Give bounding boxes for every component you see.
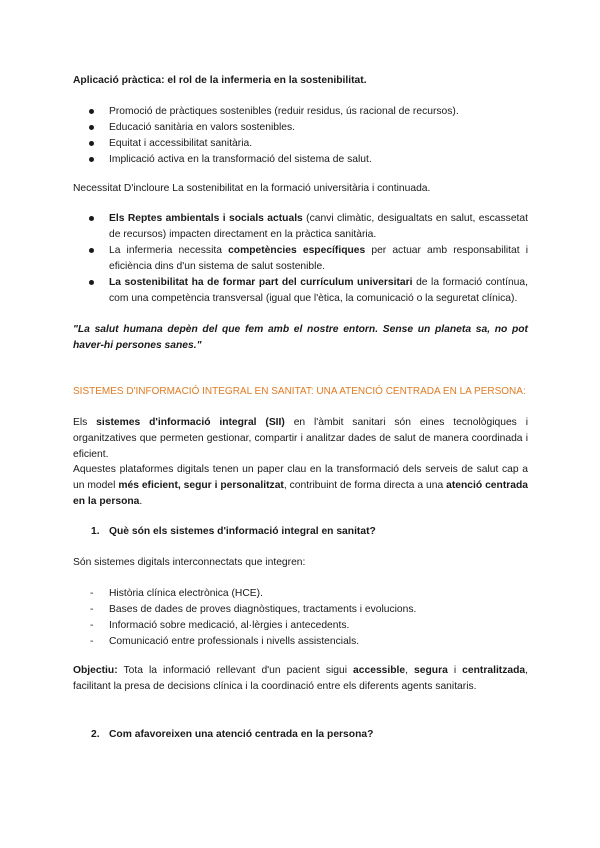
- question-2: [73, 727, 600, 743]
- question-number: 2.: [91, 729, 100, 740]
- section-heading: SISTEMES D'INFORMACIÓ INTEGRAL EN SANITAT: UNA ATENCIÓ CENTRADA EN LA PERSONA:: [73, 386, 526, 397]
- question-text: Què són els sistemes d'informació integral en sanitat?: [109, 526, 376, 537]
- curriculum-bullet-list: [73, 211, 528, 307]
- list-item: - Comunicació entre professionals i nivells assistencials.: [73, 634, 528, 650]
- bold-text: competències específiques: [228, 245, 366, 256]
- text: , facilitant la presa de decisions clínica i la coordinació entre els diferents agents sanitaris.: [73, 665, 528, 692]
- list-item: - Informació sobre medicació, al·lèrgies i antecedents.: [73, 618, 528, 634]
- necessity-paragraph: Necessitat D'incloure La sostenibilitat en la formació universitària i continuada.: [73, 183, 431, 194]
- practice-bullet-list: [73, 104, 528, 168]
- section-title: Aplicació pràctica: el rol de la infermeria en la sostenibilitat.: [73, 75, 367, 86]
- text: per actuar amb responsabilitat i eficiència dins d'un sistema de salut sostenible.: [109, 245, 528, 272]
- bold-text: atenció centrada en la persona: [73, 480, 528, 507]
- bold-text: accessible: [353, 665, 406, 676]
- integration-dash-list: [73, 586, 528, 650]
- list-item: - Història clínica electrònica (HCE).: [73, 586, 528, 602]
- bold-text: segura: [414, 665, 448, 676]
- bold-text: més eficient, segur i personalitzat: [118, 480, 284, 491]
- question-number: 1.: [91, 526, 100, 537]
- list-item: [73, 275, 528, 307]
- list-item: [73, 211, 528, 243]
- objective-paragraph: [73, 663, 528, 695]
- list-item: Implicació activa en la transformació del sistema de salut.: [73, 152, 528, 168]
- text: (canvi climàtic, desigualtats en salut, escassetat de recursos) impacten directament en la pràctica sanitària.: [109, 213, 528, 240]
- text: de la formació contínua, com una competència transversal (igual que l'ètica, la comunicació o la seguretat clínica).: [109, 277, 528, 304]
- text: Tota la informació rellevant d'un pacient sigui: [117, 665, 354, 676]
- list-item: Educació sanitària en valors sostenibles.: [73, 120, 528, 136]
- question-1: [73, 524, 600, 540]
- text: ,: [405, 665, 415, 676]
- text: en l'àmbit sanitari són eines tecnològiques i organitzatives que permeten gestionar, compartir i analitzar dades de salut de manera coordinada i eficient.: [73, 417, 528, 460]
- bold-text: Els Reptes ambientals i socials actuals: [109, 213, 303, 224]
- list-item: - Bases de dades de proves diagnòstiques, tractaments i evolucions.: [73, 602, 528, 618]
- quote: "La salut humana depèn del que fem amb el nostre entorn. Sense un planeta sa, no pot haver-hi persones sanes.": [73, 324, 528, 351]
- list-item: [73, 243, 528, 275]
- bold-text: La sostenibilitat ha de formar part del currículum universitari: [109, 277, 413, 288]
- objective-label: Objectiu:: [73, 665, 118, 676]
- sii-definition-paragraph: [73, 415, 528, 463]
- text: .: [139, 496, 143, 507]
- list-item: Promoció de pràctiques sostenibles (reduir residus, ús racional de recursos).: [73, 104, 528, 120]
- text: Els: [73, 417, 97, 428]
- list-item: Equitat i accessibilitat sanitària.: [73, 136, 528, 152]
- text: Aquestes plataformes digitals tenen un paper clau en la transformació dels serveis de salut cap a un model: [73, 464, 528, 491]
- bold-text: centralitzada: [462, 665, 526, 676]
- integration-intro: Són sistemes digitals interconnectats que integren:: [73, 557, 306, 568]
- question-text: Com afavoreixen una atenció centrada en la persona?: [109, 729, 374, 740]
- text: La infermeria necessita: [109, 245, 229, 256]
- bold-text: sistemes d'informació integral (SII): [96, 417, 285, 428]
- text: i: [447, 665, 463, 676]
- platforms-paragraph: [73, 462, 528, 510]
- text: , contribuint de forma directa a una: [283, 480, 447, 491]
